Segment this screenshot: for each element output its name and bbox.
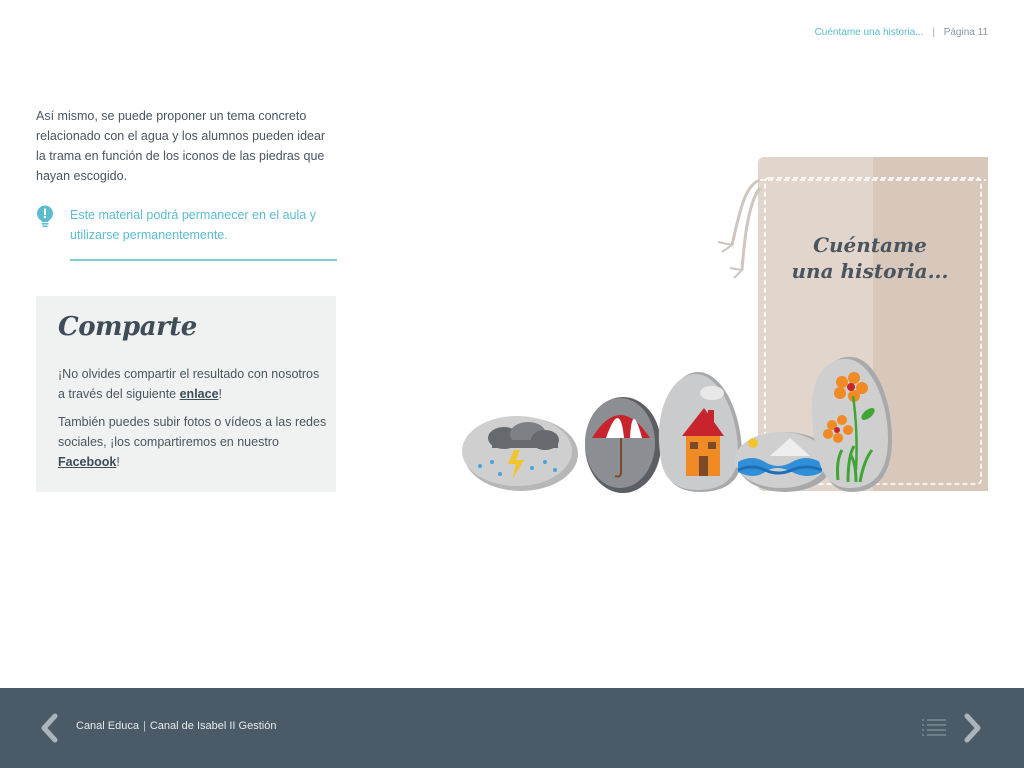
page-header [815, 27, 988, 38]
lightbulb-icon [36, 205, 54, 229]
intro-text: Así mismo, se puede proponer un tema concreto relacionado con el agua y los alumnos pueden idear la trama en función de los iconos de las piedras que hayan escogido. [36, 109, 326, 183]
umbrella-stone [585, 397, 661, 493]
storm-cloud-stone [462, 416, 578, 491]
organization-name: Canal de Isabel II Gestión [149, 720, 277, 732]
brand-name: Canal Educa [76, 720, 139, 732]
tip-text: Este material podrá permanecer en el aula y utilizarse permanentemente. [70, 208, 316, 242]
chevron-right-icon[interactable] [958, 712, 986, 744]
header-separator: | [932, 27, 935, 38]
list-icon[interactable] [920, 716, 948, 740]
book-title: Cuéntame una historia... [814, 27, 924, 38]
tip-divider [70, 259, 337, 261]
share-box [36, 296, 336, 492]
footer-bar [0, 688, 1024, 768]
share-link[interactable]: enlace [179, 387, 219, 401]
page-number: Página 11 [943, 27, 988, 38]
share-paragraph-1 [58, 364, 328, 404]
bag-text-line2: una historia... [791, 259, 949, 283]
share-p1-end: ! [218, 387, 223, 401]
facebook-link[interactable]: Facebook [58, 455, 117, 469]
chevron-left-icon[interactable] [36, 712, 64, 744]
intro-paragraph [36, 106, 336, 186]
story-stones-illustration [460, 150, 994, 500]
share-paragraph-2 [58, 412, 328, 472]
house-stone [659, 372, 742, 492]
share-p1-text: ¡No olvides compartir el resultado con nosotros a través del siguiente [58, 367, 320, 401]
share-p2-end: ! [116, 455, 120, 469]
share-p2-text: También puedes subir fotos o vídeos a las redes sociales, ¡los compartiremos en nuestro [58, 415, 327, 449]
bag-text-line1: Cuéntame [813, 233, 927, 257]
share-title: Comparte [58, 312, 197, 342]
share-body [58, 364, 328, 480]
footer-brand [76, 720, 276, 732]
brand-separator: | [143, 720, 146, 732]
